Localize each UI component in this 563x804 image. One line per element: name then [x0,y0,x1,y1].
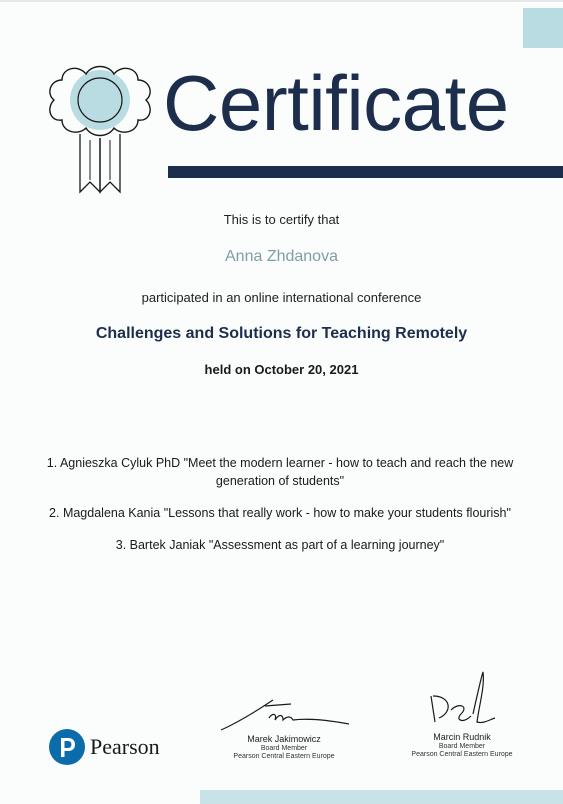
conference-title: Challenges and Solutions for Teaching Remotely [95,325,468,342]
signatory-1-name: Marek Jakimowicz [247,734,321,744]
participation-text: participated in an online international conference [141,290,422,305]
title-underline-bar [168,166,563,178]
talk-item: 1. Agnieszka Cyluk PhD "Meet the modern learner - how to teach and reach the new generation of students" [46,456,514,488]
signature-1 [209,694,359,734]
certify-intro: This is to certify that [223,212,340,227]
talk-item: 2. Magdalena Kania "Lessons that really work - how to make your students flourish" [49,506,511,520]
conference-date: held on October 20, 2021 [204,362,359,377]
pearson-brand [48,728,178,768]
award-badge-icon [38,60,158,210]
top-edge [0,0,563,2]
signatory-2-name: Marcin Rudnik [433,732,491,742]
certificate-title: Certificate [163,59,509,147]
talk-item: 3. Bartek Janiak "Assessment as part of a learning journey" [115,538,445,552]
signatory-1 [204,694,364,760]
signatory-2 [382,666,542,758]
pearson-logo-icon [48,728,86,766]
signatory-2-org: Pearson Central Eastern Europe [411,751,513,758]
recipient-name: Anna Zhdanova [225,248,338,265]
signature-2 [417,666,507,732]
corner-accent-top [523,8,563,48]
signatory-1-role: Board Member [260,745,308,752]
pearson-wordmark: Pearson [90,734,160,759]
talk-list [40,454,520,568]
signatory-2-role: Board Member [438,743,486,750]
corner-accent-bottom [200,790,563,804]
signatory-1-org: Pearson Central Eastern Europe [233,753,335,760]
